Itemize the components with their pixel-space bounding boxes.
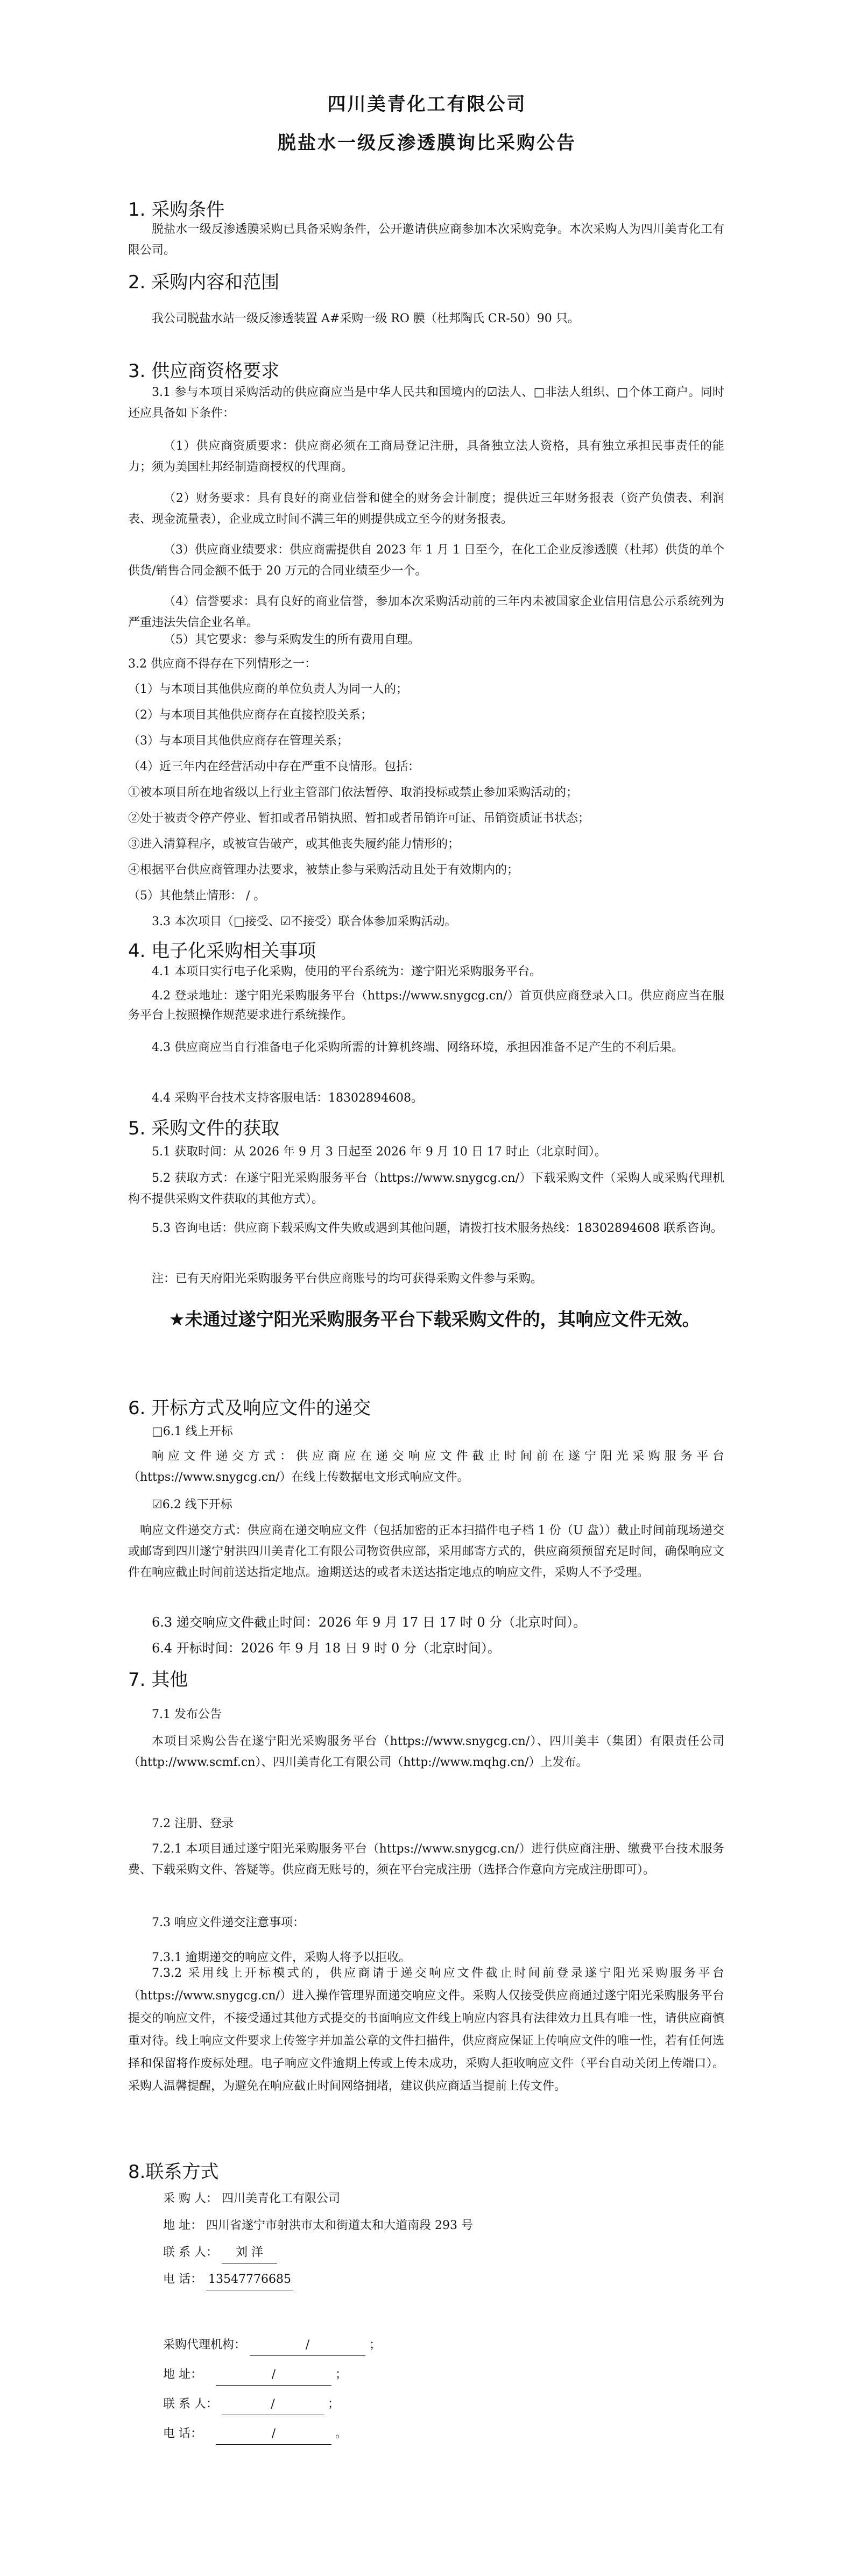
exclusion-4-d: ④根据平台供应商管理办法要求，被禁止参与采购活动且处于有效期内的； [128,863,519,877]
buyer-contact-value: 刘 洋 [222,2242,277,2263]
qualification-req-4: （4）信誉要求：具有良好的商业信誉，参加本次采购活动前的三年内未被国家企业信用信息公示系统列为严重违法失信企业名单。 [128,595,724,629]
registration-7-2-1: 7.2.1 本项目通过遂宁阳光采购服务平台（https://www.snygcg.cn/）进行供应商注册、缴费平台技术服务费、下载采购文件、答疑等。供应商无账号的，须在平台完成注册（选择合作意向方完成注册即可）。 [128,1842,724,1877]
section-2-paragraph: 我公司脱盐水站一级反渗透装置 A#采购一级 RO 膜（杜邦陶氏 CR-50）90 只。 [152,312,580,325]
buyer-value: 四川美青化工有限公司 [222,2192,341,2205]
invalid-notice: ★未通过遂宁阳光采购服务平台下载采购文件的，其响应文件无效。 [169,1309,700,1330]
section-1-heading: 1. 采购条件 [128,199,225,221]
agent-address-value: / [216,2364,331,2386]
online-submission-method: 响应文件递交方式：供应商应在递交响应文件截止时间前在遂宁阳光采购服务平台（https://www.snygcg.cn/）在线上传数据电文形式响应文件。 [128,1450,724,1484]
offline-submission-method: 响应文件递交方式：供应商在递交响应文件（包括加密的正本扫描件电子档 1 份（U 盘））截止时间前现场递交或邮寄到四川遂宁射洪四川美青化工有限公司物资供应部，采用邮寄方式的，供应商须预留充足时间，确保响应文件在响应截止时间前送达指定地点。逾期送达的或者未送达指定地点的响应文件，采购人不予受理。 [128,1524,724,1579]
other-7-2: 7.2 注册、登录 [152,1817,234,1830]
section-7-heading: 7. 其他 [128,1669,188,1691]
buyer-contact-label: 联 系 人： [163,2246,218,2259]
section-1-paragraph: 脱盐水一级反渗透膜采购已具备采购条件，公开邀请供应商参加本次采购竞争。本次采购人为四川美青化工有限公司。 [128,223,724,257]
section-8-heading: 8.联系方式 [128,2161,219,2183]
document-5-2: 5.2 获取方式：在遂宁阳光采购服务平台（https://www.snygcg.cn/）下载采购文件（采购人或采购代理机构不提供采购文件获取的其他方式）。 [128,1172,724,1206]
exclusion-4: （4）近三年内在经营活动中存在严重不良情形。包括： [128,760,420,773]
exclusion-1: （1）与本项目其他供应商的单位负责人为同一人的； [128,683,408,696]
agent-value: / [250,2334,365,2356]
exclusion-2: （2）与本项目其他供应商存在直接控股关系； [128,708,372,722]
section-2-heading: 2. 采购内容和范围 [128,272,280,293]
qualification-req-1: （1）供应商资质要求：供应商必须在工商局登记注册，具备独立法人资格，具有独立承担民事责任的能力；须为美国杜邦经制造商授权的代理商。 [128,439,724,474]
buyer-address-value: 四川省遂宁市射洪市太和街道太和大道南段 293 号 [206,2219,473,2232]
section-4-heading: 4. 电子化采购相关事项 [128,940,316,962]
buyer-row [163,2188,759,2209]
exclusion-4-a: ①被本项目所在地省级以上行业主管部门依法暂停、取消投标或禁止参加采购活动的； [128,786,578,799]
section-6-heading: 6. 开标方式及响应文件的递交 [128,1397,371,1419]
exclusion-4-c: ③进入清算程序，或被宣告破产，或其他丧失履约能力情形的； [128,838,460,851]
agent-label: 采购代理机构： [163,2338,246,2352]
opening-time: 6.4 开标时间：2026 年 9 月 18 日 9 时 0 分（北京时间）。 [152,1641,500,1656]
other-7-3: 7.3 响应文件递交注意事项： [152,1916,305,1929]
buyer-phone-row [163,2269,759,2290]
electronic-4-2: 4.2 登录地址：遂宁阳光采购服务平台（https://www.snygcg.cn/）首页供应商登录入口。供应商应当在服务平台上按照操作规范要求进行系统操作。 [128,989,724,1022]
qualification-3-1: 3.1 参与本项目采购活动的供应商应当是中华人民共和国境内的☑法人、□非法人组织、□个体工商户。同时还应具备如下条件： [128,386,724,420]
electronic-4-4: 4.4 采购平台技术支持客服电话：18302894608。 [152,1091,423,1105]
agent-contact-label: 联 系 人： [163,2397,218,2411]
section-3-heading: 3. 供应商资格要求 [128,360,280,382]
online-opening-option: □6.1 线上开标 [152,1425,233,1438]
exclusion-5: （5）其他禁止情形： / 。 [128,889,266,903]
electronic-4-1: 4.1 本项目实行电子化采购，使用的平台系统为：遂宁阳光采购服务平台。 [152,965,541,978]
document-5-3: 5.3 咨询电话：供应商下载采购文件失败或遇到其他问题，请拨打技术服务热线：18302894608 联系咨询。 [152,1222,723,1235]
offline-opening-option: ☑6.2 线下开标 [152,1498,232,1511]
rule-7-3-2: 7.3.2 采用线上开标模式的，供应商请于递交响应文件截止时间前登录遂宁阳光采购服务平台（https://www.snygcg.cn/）进入操作管理界面递交响应文件。采购人仅接受供应商通过遂宁阳光采购服务平台提交的响应文件，不接受通过其他方式提交的书面响应文件线上响应内容具有法律效力且具有唯一性，请供应商慎重对待。线上响应文件要求上传签字并加盖公章的文件扫描件，供应商应保证上传响应文件的唯一性，若有任何选择和保留将作废标处理。电子响应文件逾期上传或上传未成功，采购人拒收响应文件（平台自动关闭上传端口）。采购人温馨提醒，为避免在响应截止时间网络拥堵，建议供应商适当提前上传文件。 [128,1967,724,2093]
qualification-req-5: （5）其它要求：参与采购发生的所有费用自理。 [164,633,420,647]
agent-phone-row: 电 话： / 。 [163,2423,759,2445]
other-7-1: 7.1 发布公告 [152,1708,222,1721]
company-name: 四川美青化工有限公司 [327,94,527,115]
buyer-address-label: 地 址： [163,2219,202,2232]
document-5-1: 5.1 获取时间：从 2026 年 9 月 3 日起至 2026 年 9 月 10 日 17 时止（北京时间）。 [152,1145,606,1159]
submission-deadline: 6.3 递交响应文件截止时间：2026 年 9 月 17 日 17 时 0 分（北京时间）。 [152,1615,587,1630]
document-title: 脱盐水一级反渗透膜询比采购公告 [278,132,576,154]
exclusion-4-b: ②处于被责令停产停业、暂扣或者吊销执照、暂扣或者吊销许可证、吊销资质证书状态； [128,812,590,825]
agent-contact-row: 联 系 人： / ； [163,2394,759,2415]
exclusion-3: （3）与本项目其他供应商存在管理关系； [128,734,349,748]
buyer-contact-row [163,2242,759,2263]
rule-7-3-1: 7.3.1 逾期递交的响应文件，采购人将予以拒收。 [152,1951,411,1964]
qualification-3-3: 3.3 本次项目（□接受、☑不接受）联合体参加采购活动。 [152,915,457,928]
buyer-label: 采 购 人： [163,2192,218,2205]
publish-notice: 本项目采购公告在遂宁阳光采购服务平台（https://www.snygcg.cn/）、四川美丰（集团）有限责任公司（http://www.scmf.cn）、四川美青化工有限公司（http://www.mqhg.cn/）上发布。 [128,1735,724,1769]
agent-contact-value: / [222,2394,324,2415]
agent-phone-label: 电 话： [163,2427,202,2440]
agent-row: 采购代理机构： / ； [163,2334,759,2356]
agent-phone-value: / [216,2423,331,2445]
buyer-phone-value: 13547776685 [206,2269,293,2290]
section-5-heading: 5. 采购文件的获取 [128,1118,280,1139]
agent-address-row: 地 址： / ； [163,2364,759,2386]
buyer-address-row [163,2215,759,2236]
qualification-3-2: 3.2 供应商不得存在下列情形之一： [128,657,316,671]
buyer-phone-label: 电 话： [163,2273,202,2286]
qualification-req-3: （3）供应商业绩要求：供应商需提供自 2023 年 1 月 1 日至今，在化工企业反渗透膜（杜邦）供货的单个供货/销售合同金额不低于 20 万元的合同业绩至少一个。 [128,543,724,578]
agent-address-label: 地 址： [163,2368,202,2381]
electronic-4-3: 4.3 供应商应当自行准备电子化采购所需的计算机终端、网络环境，承担因准备不足产生的不利后果。 [152,1041,683,1054]
qualification-req-2: （2）财务要求：具有良好的商业信誉和健全的财务会计制度；提供近三年财务报表（资产负债表、利润表、现金流量表），企业成立时间不满三年的则提供成立至今的财务报表。 [128,492,724,526]
document-5-note: 注：已有天府阳光采购服务平台供应商账号的均可获得采购文件参与采购。 [152,1272,543,1286]
